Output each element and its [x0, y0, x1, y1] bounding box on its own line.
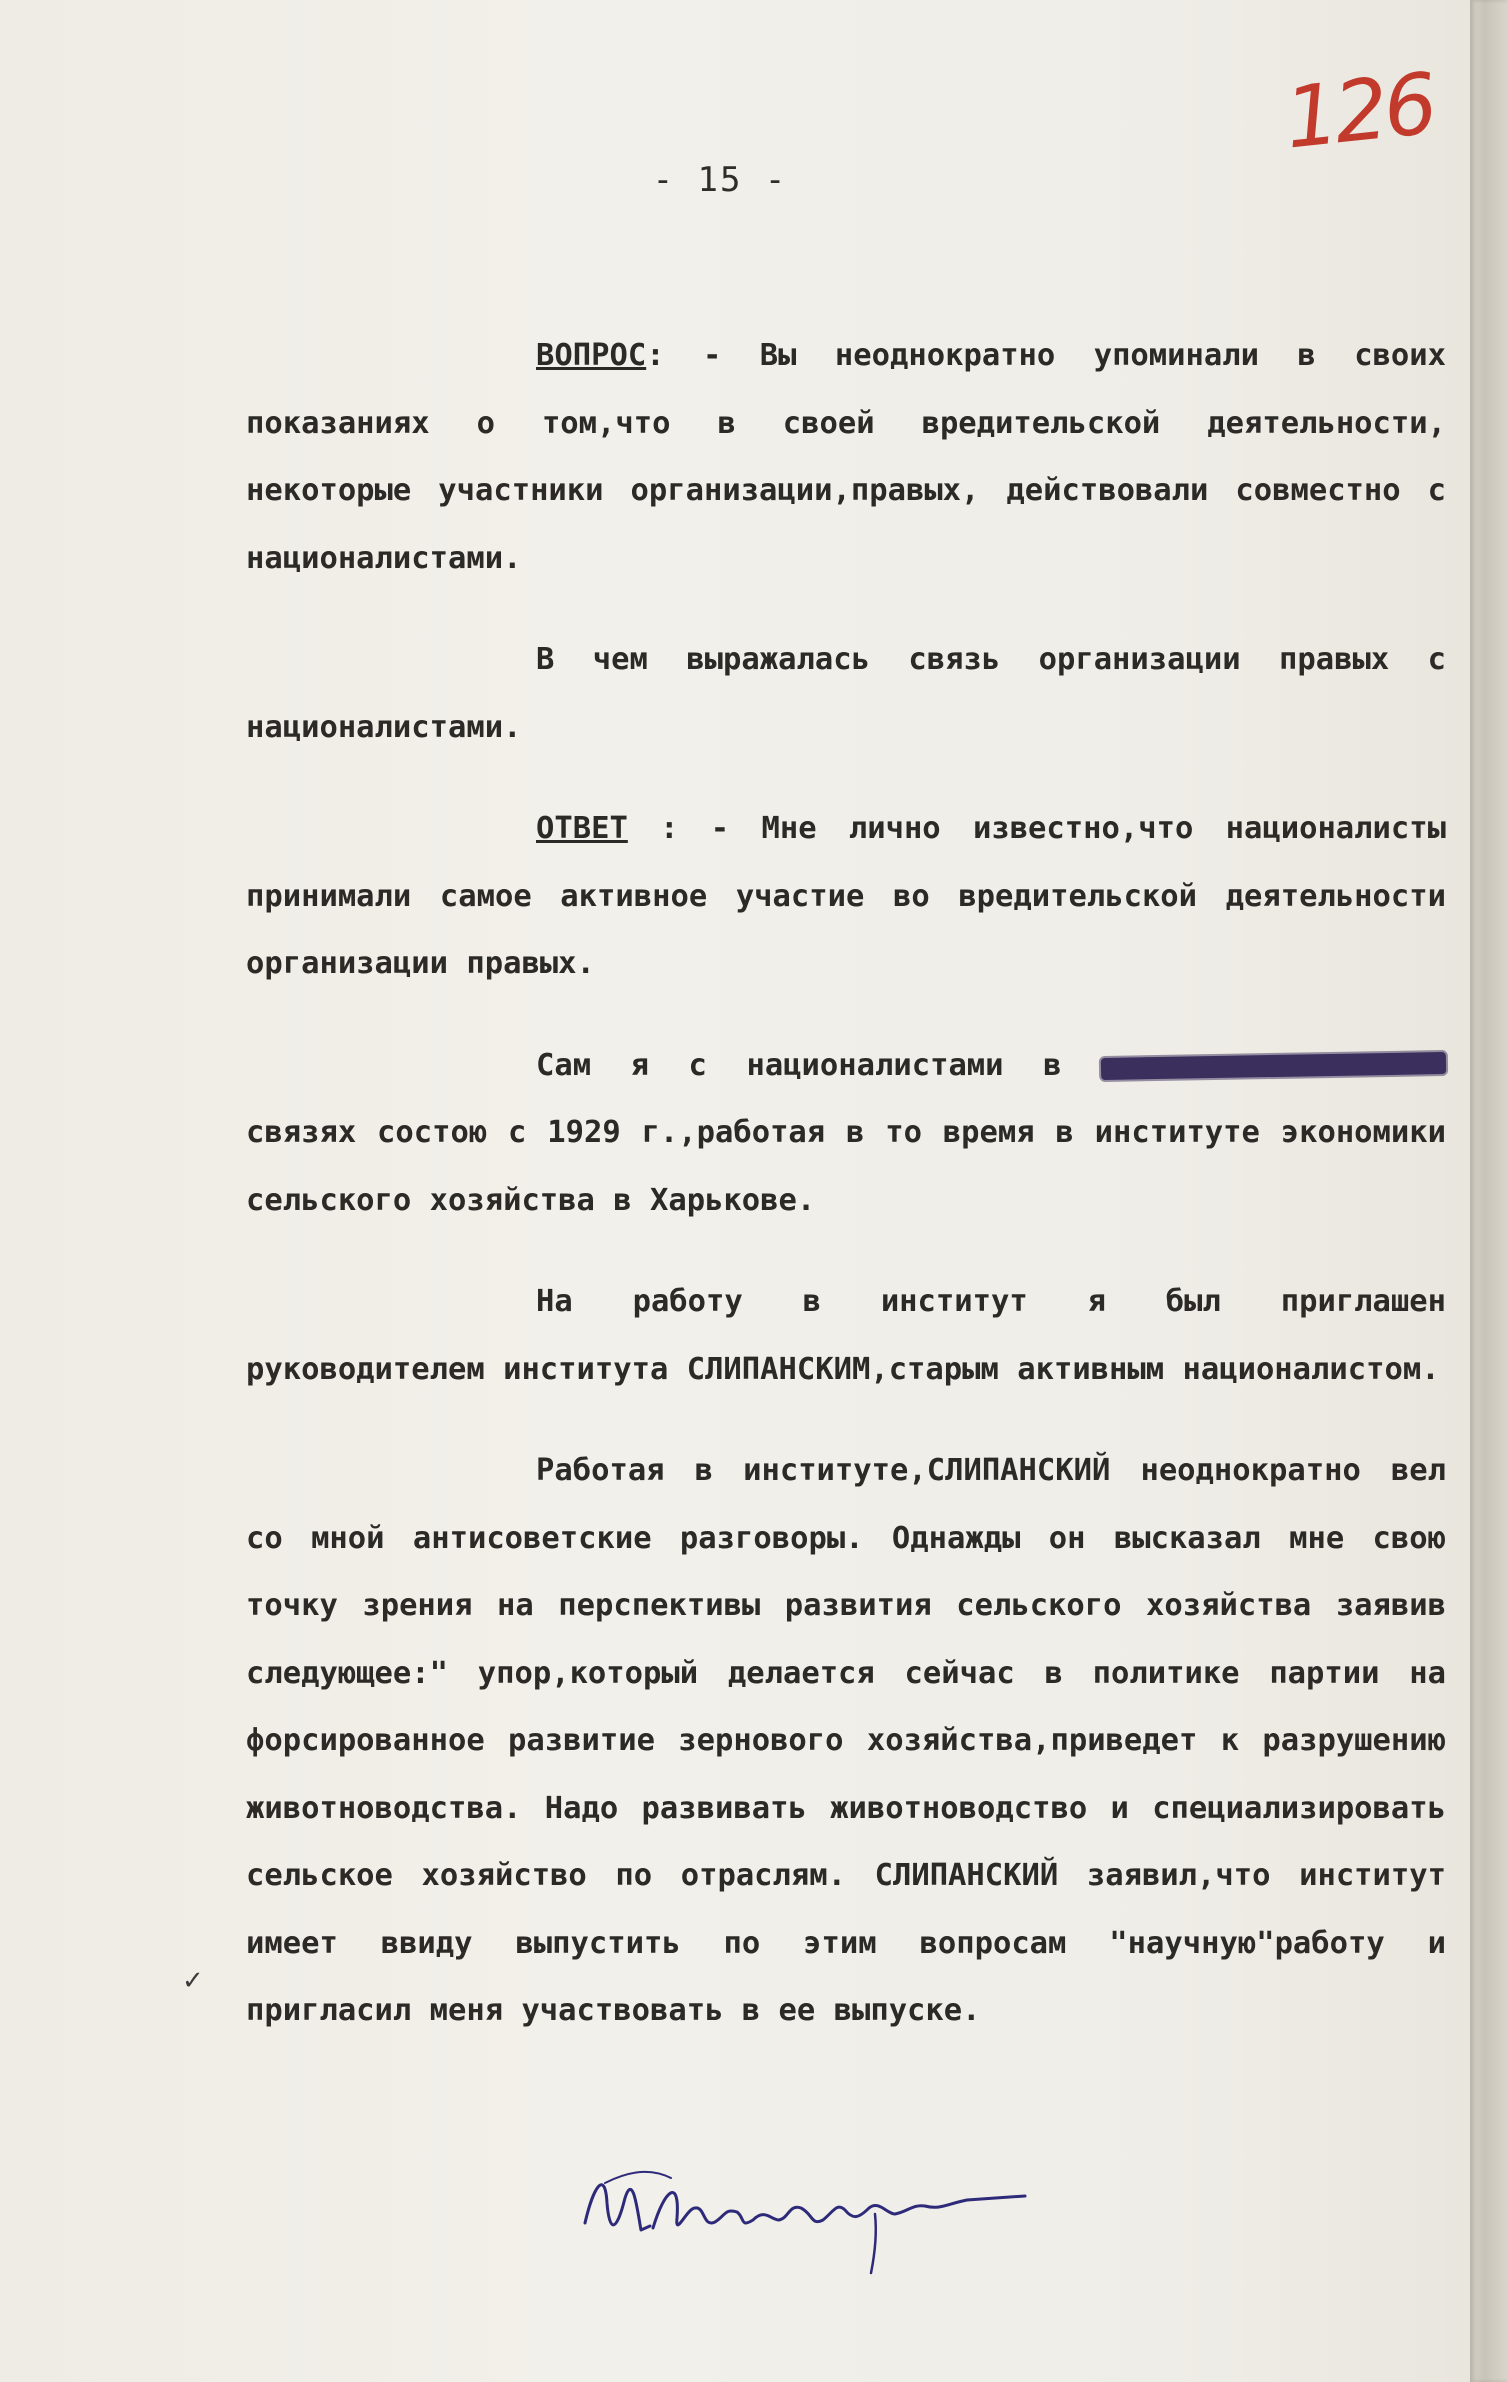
document-body	[246, 322, 1446, 2079]
binding-edge	[1470, 0, 1507, 2382]
signature	[575, 2148, 1035, 2282]
signature-drawing	[575, 2148, 1035, 2278]
answer-label-suffix: : -	[627, 811, 762, 846]
paragraph-answer-4	[246, 1437, 1446, 2045]
page-number: - 15 -	[652, 160, 788, 200]
redaction-mark	[1101, 1052, 1446, 1080]
paragraph-answer-1	[246, 795, 1446, 998]
answer-2-text-after: связях состою с 1929 г.,работая в то время в институте экономики сельского хозяйства в Харькове.	[246, 1115, 1446, 1218]
paragraph-answer-2	[246, 1032, 1446, 1235]
margin-check-mark: ✓	[182, 1966, 204, 1996]
question-text: Вы неоднократно упоминали в своих показаниях о том,что в своей вредительской деятельности, некоторые участники организации,правых, действовали совместно с националистами.	[246, 338, 1447, 576]
paragraph-question-1	[246, 322, 1446, 592]
paragraph-answer-3	[246, 1268, 1446, 1403]
answer-label: ОТВЕТ	[536, 811, 628, 846]
archive-sheet-number: 126	[1280, 54, 1439, 168]
question-label: ВОПРОС	[536, 338, 647, 373]
answer-4-text: Работая в институте,СЛИПАНСКИЙ неоднократно вел со мной антисоветские разговоры. Однажды он высказал мне свою точку зрения на перспективы развития сельского хозяйства заявив следующее:" упор,который делается сейчас в политике партии на форсированное развитие зернового хозяйства,приведет к разрушению животноводства. Надо развивать животноводство и специализировать сельское хозяйство по отраслям. СЛИПАНСКИЙ заявил,что институт имеет ввиду выпустить по этим вопросам "научную"работу и пригласил меня участвовать в ее выпуске.	[246, 1453, 1446, 2028]
answer-3-text: На работу в институт я был приглашен руководителем института СЛИПАНСКИМ,старым активным националистом.	[246, 1284, 1446, 1387]
question-followup-text: В чем выражалась связь организации правых с националистами.	[246, 642, 1446, 745]
answer-text: Мне лично известно,что националисты принимали самое активное участие во вредительской деятельности организации правых.	[246, 811, 1446, 981]
question-label-suffix: : -	[646, 338, 760, 373]
answer-2-text-before: Сам я с националистами в	[536, 1047, 1062, 1083]
paragraph-question-2	[246, 626, 1446, 761]
